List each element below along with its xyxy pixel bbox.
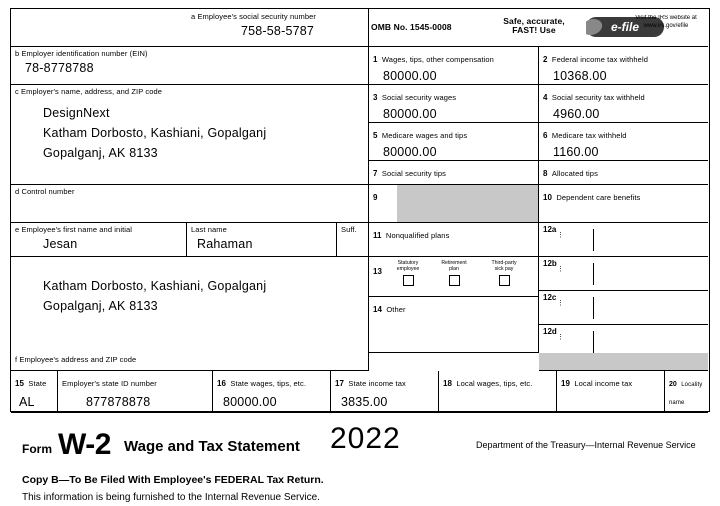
box-6-number: 6 [543, 131, 548, 140]
department-note: Department of the Treasury—Internal Revenue Service [476, 440, 696, 450]
box-4-value: 4960.00 [553, 107, 600, 121]
irs-line-1: Visit the IRS website at [635, 15, 697, 21]
employee-street: Katham Dorbosto, Kashiani, Gopalganj [43, 279, 267, 293]
box-10-label: Dependent care benefits [556, 193, 641, 202]
employee-first-name-value: Jesan [43, 237, 78, 251]
employee-last-name-box [187, 223, 337, 257]
box-9-blank [369, 185, 539, 223]
form-title: Wage and Tax Statement [124, 438, 300, 455]
box-19-local-income-tax [557, 371, 665, 413]
state-id-value: 877878878 [86, 395, 151, 409]
box-11-nonqualified-plans [369, 223, 539, 257]
safe-accurate-text [479, 17, 589, 35]
box-4-ss-tax [539, 85, 708, 123]
box-18-label: Local wages, tips, etc. [456, 379, 533, 388]
statutory-line-2: employee [396, 266, 420, 272]
box-3-number: 3 [373, 93, 378, 102]
box-12a-code: 12a [543, 225, 557, 234]
box-15-state [11, 371, 58, 413]
box-4-label: Social security tax withheld [551, 93, 645, 102]
box-18-number: 18 [443, 379, 452, 388]
irs-line-2: www.irs.gov/efile [643, 22, 689, 29]
box-20-number: 20 [669, 381, 677, 388]
safe-line-1: Safe, accurate, [503, 17, 565, 26]
ssn-box [187, 9, 369, 47]
furnishing-note: This information is being furnished to the Internal Revenue Service. [22, 492, 320, 503]
box-10-number: 10 [543, 193, 552, 202]
employee-address-label-box [11, 353, 369, 371]
employee-address-label: f Employee's address and ZIP code [15, 355, 137, 364]
right-shaded-strip [539, 353, 708, 371]
employer-name: DesignNext [43, 106, 110, 120]
omb-number: OMB No. 1545-0008 [371, 23, 452, 32]
box-20-locality-name [665, 371, 708, 413]
box-2-number: 2 [543, 55, 548, 64]
box-19-label: Local income tax [574, 379, 633, 388]
box-12c-dots: ⋮ [557, 300, 564, 307]
box-17-state-income-tax [331, 371, 439, 413]
box-7-number: 7 [373, 169, 378, 178]
employer-citystate: Gopalganj, AK 8133 [43, 146, 158, 160]
form-number: W-2 [58, 428, 111, 461]
box-12a-divider [593, 229, 594, 251]
box-6-medicare-tax [539, 123, 708, 161]
box-1-label: Wages, tips, other compensation [381, 55, 494, 64]
box-9-number: 9 [373, 193, 378, 202]
box-13-number: 13 [373, 267, 382, 276]
box-16-state-wages [213, 371, 331, 413]
box-13-third-party-sick-pay[interactable] [481, 260, 527, 286]
employer-street: Katham Dorbosto, Kashiani, Gopalganj [43, 126, 267, 140]
employer-ein-box [11, 47, 369, 85]
ein-value: 78-8778788 [25, 61, 94, 75]
box-12d-code: 12d [543, 327, 557, 336]
box-3-ss-wages [369, 85, 539, 123]
form-word-label: Form [22, 442, 52, 456]
box-8-allocated-tips [539, 161, 708, 185]
box-11-label: Nonqualified plans [385, 231, 450, 240]
box-15-value: AL [19, 395, 35, 409]
retirement-line-1: Retirement [441, 260, 467, 266]
box-1-number: 1 [373, 55, 378, 64]
box-1-value: 80000.00 [383, 69, 437, 83]
box-12a-dots: ⋮ [557, 232, 564, 239]
box-4-number: 4 [543, 93, 548, 102]
box-12b-dots: ⋮ [557, 266, 564, 273]
box-16-number: 16 [217, 379, 226, 388]
box-17-label: State income tax [348, 379, 406, 388]
employer-address-box [11, 85, 369, 185]
box-10-dependent-care [539, 185, 708, 223]
box-14-number: 14 [373, 305, 382, 314]
sickpay-line-1: Third-party [491, 260, 517, 266]
w2-form [10, 8, 710, 503]
box-2-fed-tax [539, 47, 708, 85]
box-12c-divider [593, 297, 594, 319]
box-8-number: 8 [543, 169, 548, 178]
box-2-value: 10368.00 [553, 69, 607, 83]
box-8-label: Allocated tips [551, 169, 598, 178]
ein-label: b Employer identification number (EIN) [15, 49, 148, 58]
swoosh-icon [586, 19, 604, 35]
box-12b-code: 12b [543, 259, 557, 268]
box-12b-divider [593, 263, 594, 285]
box-14-label: Other [386, 305, 406, 314]
state-id-label: Employer's state ID number [62, 379, 157, 388]
ssn-value: 758-58-5787 [240, 24, 315, 38]
box-5-medicare-wages [369, 123, 539, 161]
copy-b-note: Copy B—To Be Filed With Employee's FEDERAL Tax Return. [22, 474, 324, 486]
box-12b [539, 257, 708, 291]
employer-state-id-box [58, 371, 213, 413]
box-5-label: Medicare wages and tips [381, 131, 468, 140]
third-party-sick-pay-checkbox[interactable] [499, 275, 510, 286]
box-13-retirement-plan[interactable] [431, 260, 477, 286]
employee-address-box [11, 257, 369, 353]
box-2-label: Federal income tax withheld [551, 55, 648, 64]
box-18-local-wages [439, 371, 557, 413]
box-16-value: 80000.00 [223, 395, 277, 409]
tax-year: 2022 [330, 422, 401, 455]
box-13-statutory-employee[interactable] [385, 260, 431, 286]
control-number-label: d Control number [15, 187, 75, 196]
control-number-box [11, 185, 369, 223]
box-11-number: 11 [373, 231, 382, 240]
box-17-value: 3835.00 [341, 395, 388, 409]
box-12c-code: 12c [543, 293, 557, 302]
box-5-value: 80000.00 [383, 145, 437, 159]
retirement-line-2: plan [449, 266, 459, 272]
employee-citystate: Gopalganj, AK 8133 [43, 299, 158, 313]
box-19-number: 19 [561, 379, 570, 388]
box-16-label: State wages, tips, etc. [230, 379, 307, 388]
employee-last-name-value: Rahaman [197, 237, 253, 251]
box-5-number: 5 [373, 131, 378, 140]
employer-address-label: c Employer's name, address, and ZIP code [15, 87, 163, 96]
box-6-value: 1160.00 [553, 145, 599, 159]
employee-suffix-label: Suff. [341, 225, 357, 234]
box-6-label: Medicare tax withheld [551, 131, 627, 140]
box-9-shaded-area [397, 185, 538, 222]
box-12c [539, 291, 708, 325]
box-13-checkboxes [369, 257, 539, 297]
box-15-number: 15 [15, 379, 24, 388]
efile-label: e-file [610, 20, 639, 34]
safe-line-2: FAST! Use [512, 25, 556, 35]
sickpay-line-2: sick pay [494, 266, 514, 272]
retirement-plan-checkbox[interactable] [449, 275, 460, 286]
employee-first-name-box [11, 223, 187, 257]
box-1-wages [369, 47, 539, 85]
box-7-ss-tips [369, 161, 539, 185]
statutory-employee-checkbox[interactable] [403, 275, 414, 286]
box-3-value: 80000.00 [383, 107, 437, 121]
statutory-line-1: Statutory [397, 260, 419, 266]
employee-last-name-label: Last name [191, 225, 227, 234]
employee-suffix-box [337, 223, 369, 257]
box-12a [539, 223, 708, 257]
box-14-other [369, 297, 539, 353]
box-20-label: Locality name [669, 382, 703, 406]
box-12d-dots: ⋮ [557, 334, 564, 341]
box-15-label: State [28, 379, 47, 388]
ssn-label: a Employee's social security number [191, 12, 316, 21]
box-12d-divider [593, 331, 594, 353]
box-17-number: 17 [335, 379, 344, 388]
employee-first-name-label: e Employee's first name and initial [15, 225, 133, 234]
form-grid [10, 8, 710, 412]
box-3-label: Social security wages [381, 93, 457, 102]
box-7-label: Social security tips [381, 169, 447, 178]
